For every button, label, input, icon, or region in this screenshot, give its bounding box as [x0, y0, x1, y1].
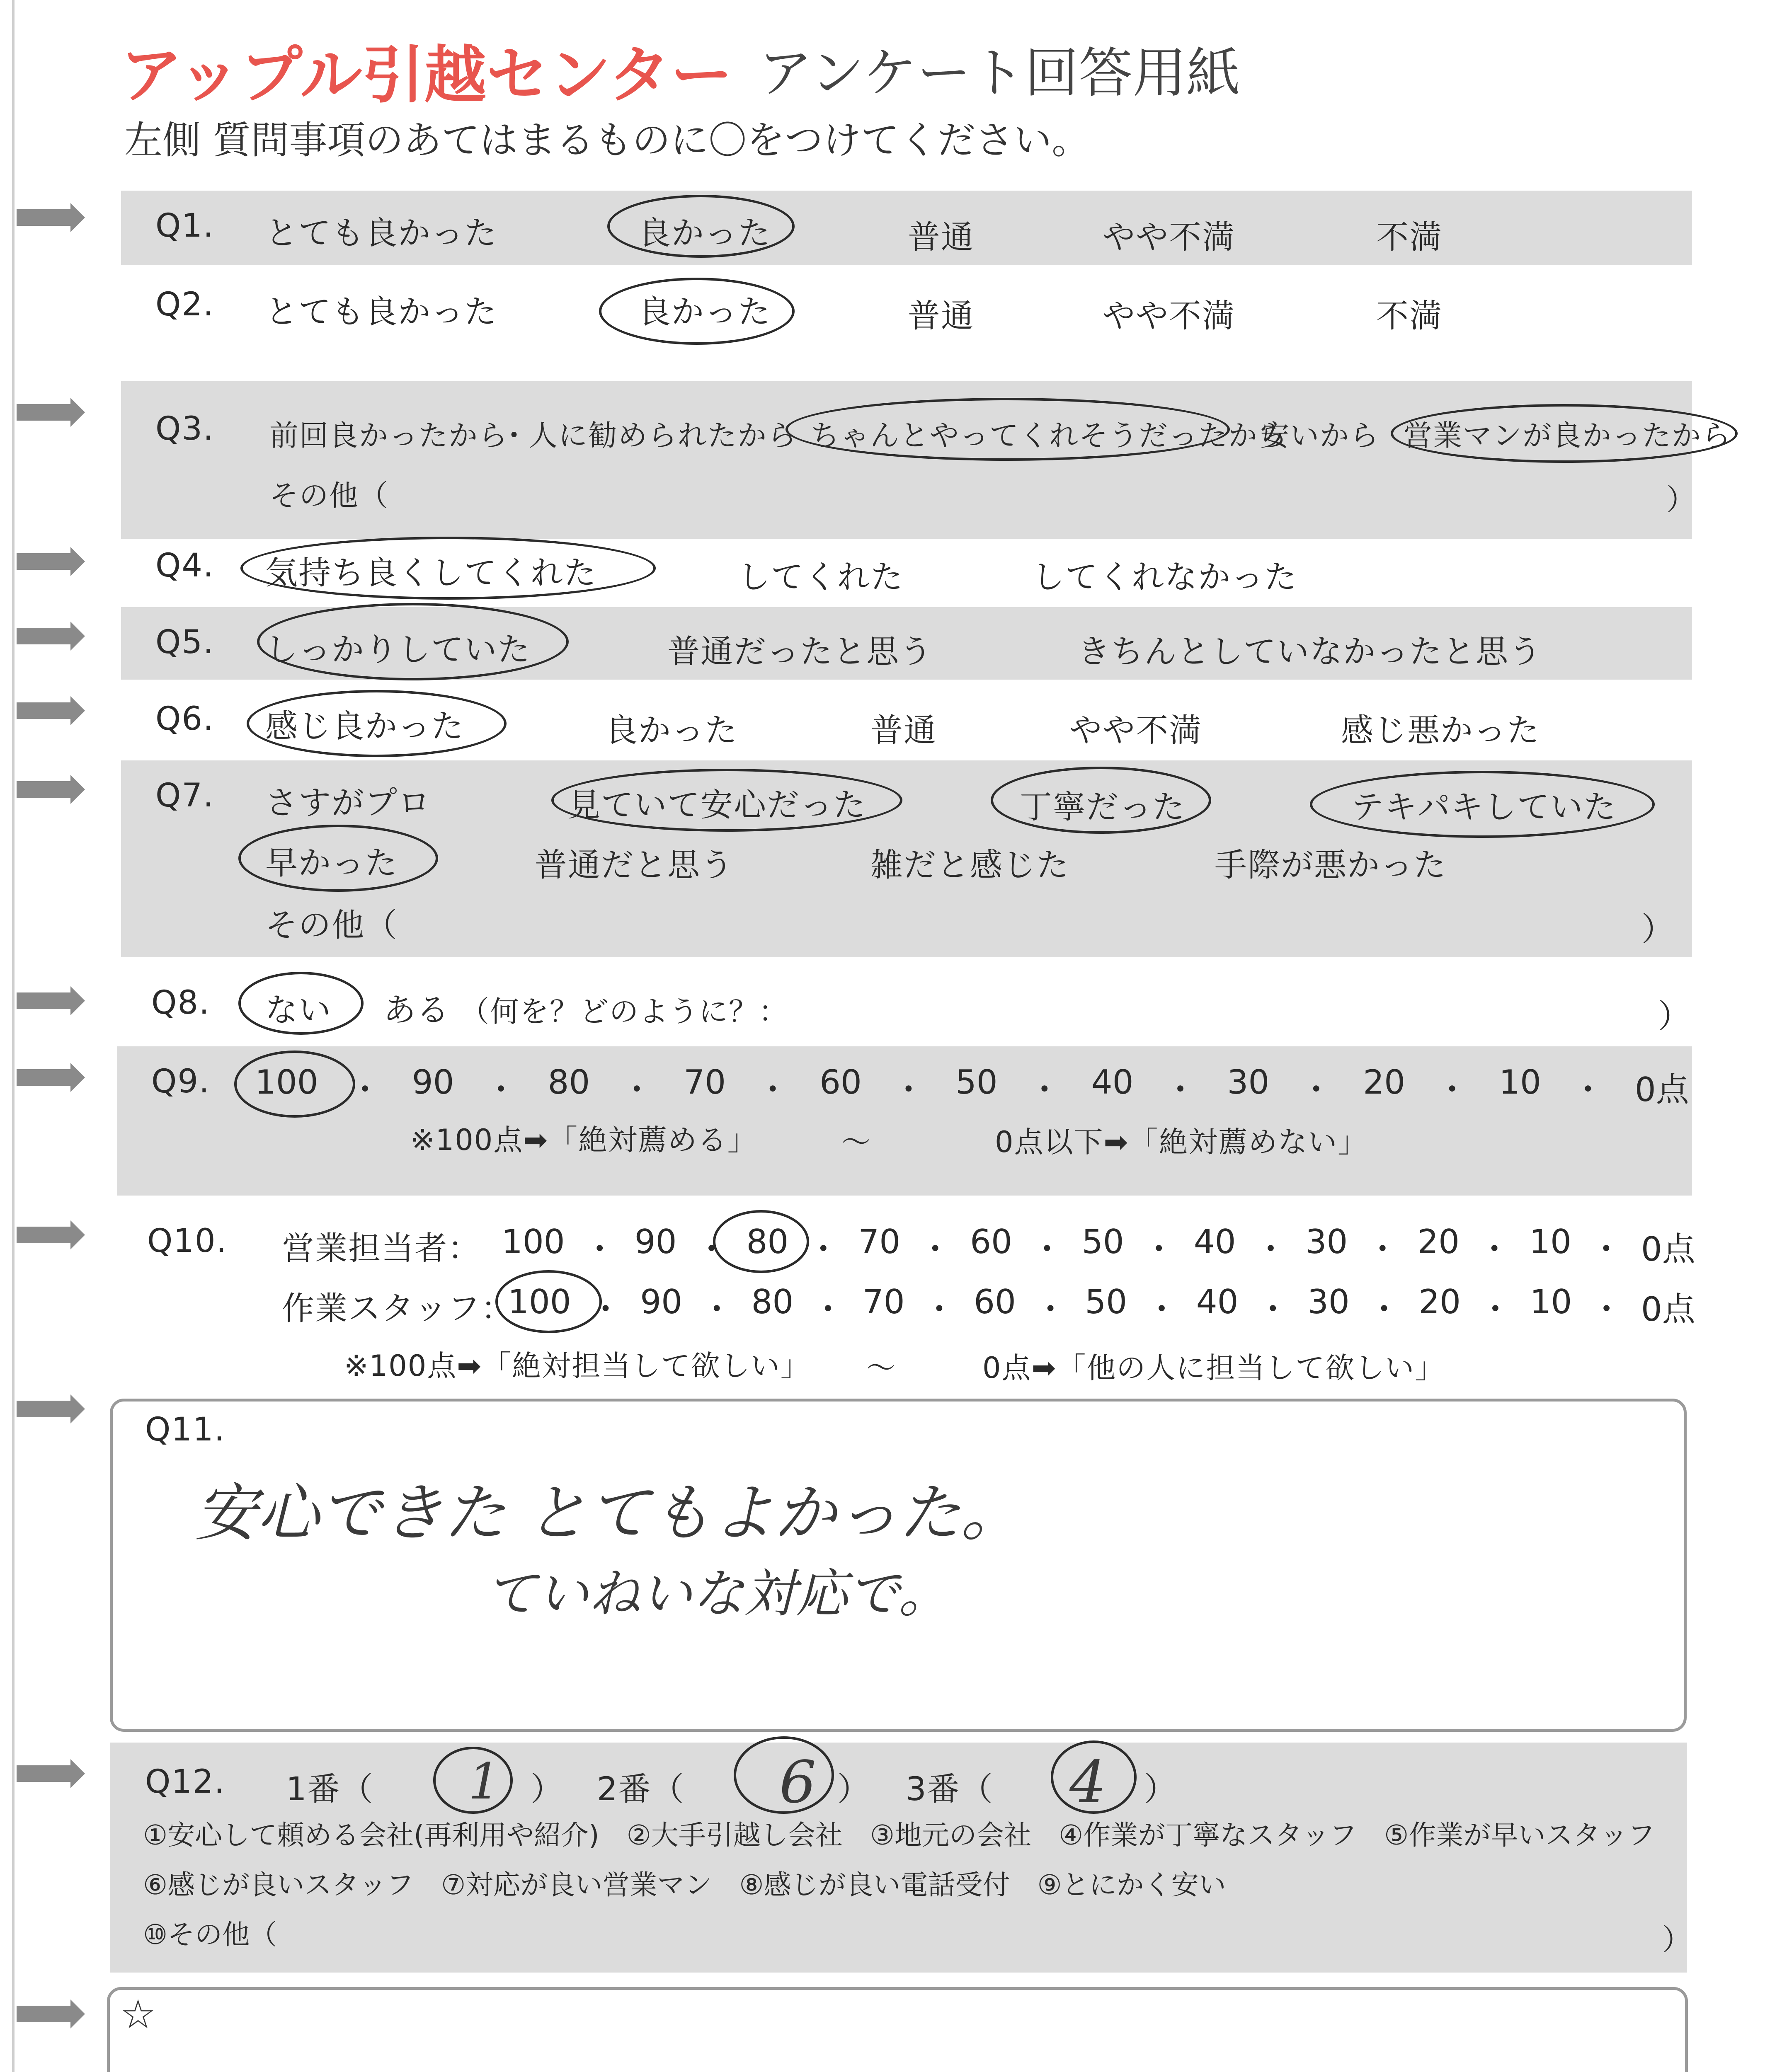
- q10-staff-score[interactable]: 100: [508, 1283, 571, 1321]
- q10-staff-score[interactable]: 40: [1196, 1283, 1239, 1321]
- q6-option-3[interactable]: 普通: [870, 712, 937, 749]
- q12-first-circle: [433, 1747, 513, 1814]
- q10-unit: 点: [1662, 1230, 1695, 1268]
- q9-score[interactable]: 90: [412, 1063, 454, 1101]
- q11-answer-line-2: ていねいな対応で。: [485, 1564, 950, 1624]
- q7-option-4[interactable]: テキパキしていた: [1351, 789, 1617, 826]
- q5-label: Q5.: [155, 624, 214, 661]
- q1-label: Q1.: [155, 207, 214, 244]
- form-title: アンケート回答用紙: [759, 41, 1241, 104]
- q7-option-3[interactable]: 丁寧だった: [1020, 789, 1186, 826]
- q7-other-close: ）: [1641, 911, 1675, 948]
- q9-selection-circle: [234, 1051, 355, 1118]
- q2-option-1[interactable]: とても良かった: [265, 293, 498, 331]
- q2-selection-circle: [599, 278, 795, 345]
- q7-selection-circle-3: [1310, 771, 1655, 838]
- q1-option-5[interactable]: 不満: [1376, 219, 1443, 256]
- q3-label: Q3.: [155, 410, 214, 448]
- q4-label: Q4.: [155, 547, 214, 584]
- q10-sales-label: 営業担当者：: [282, 1230, 481, 1267]
- q10-sales-score[interactable]: 30: [1305, 1222, 1348, 1261]
- q3-option-4[interactable]: 安いから: [1260, 419, 1380, 453]
- q3-selection-circle-1: [786, 398, 1230, 461]
- star-icon: ☆: [120, 1991, 156, 2038]
- q9-tilde: 〜: [841, 1125, 871, 1159]
- q9-score[interactable]: 80: [548, 1063, 590, 1101]
- q2-option-2[interactable]: 良かった: [638, 293, 771, 331]
- q9-score[interactable]: 10: [1499, 1063, 1541, 1101]
- q9-note-left: ※100点➡「絶対薦める」: [410, 1123, 757, 1157]
- q10-tilde: 〜: [866, 1351, 896, 1385]
- q3-selection-circle-2: [1391, 404, 1738, 463]
- q6-option-4[interactable]: やや不満: [1069, 712, 1203, 749]
- brand-title: アップル引越センター: [120, 39, 733, 111]
- q3-option-5[interactable]: 営業マンが良かったから: [1403, 419, 1731, 453]
- q9-score[interactable]: 70: [684, 1063, 726, 1101]
- q6-option-2[interactable]: 良かった: [605, 712, 738, 749]
- q12-second-close: ）: [837, 1771, 871, 1808]
- q3-option-3[interactable]: ちゃんとやってくれそうだったから: [810, 419, 1288, 453]
- q10-sales-score[interactable]: 90: [634, 1222, 677, 1261]
- instruction-text: 左側 質問事項のあてはまるものに〇をつけてください。: [124, 118, 1090, 162]
- q9-score[interactable]: 60: [819, 1063, 862, 1101]
- q12-third-close: ）: [1144, 1771, 1178, 1808]
- q9-note-right: 0点以下➡「絶対薦めない」: [995, 1125, 1368, 1159]
- q10-staff-score[interactable]: 70: [862, 1283, 905, 1321]
- q4-option-2[interactable]: してくれた: [738, 559, 904, 596]
- q8-prompt: （何を？どのように？：: [460, 995, 788, 1029]
- q9-score[interactable]: 20: [1363, 1063, 1406, 1101]
- q7-selection-circle-4: [238, 825, 438, 892]
- q9-score[interactable]: 50: [955, 1063, 998, 1101]
- q9-unit: 点: [1656, 1070, 1689, 1109]
- q6-option-5[interactable]: 感じ悪かった: [1341, 712, 1540, 749]
- q10-sales-score[interactable]: 80: [746, 1222, 789, 1261]
- q4-option-1[interactable]: 気持ち良くしてくれた: [265, 554, 597, 592]
- q10-sales-score[interactable]: 100: [502, 1222, 565, 1261]
- margin-arrows: [8, 0, 91, 2072]
- q12-third-value[interactable]: 4: [1069, 1749, 1107, 1816]
- q6-label: Q6.: [155, 700, 214, 738]
- q9-score[interactable]: 100: [255, 1063, 318, 1101]
- q10-sales-score[interactable]: 40: [1193, 1222, 1236, 1261]
- q10-staff-label: 作業スタッフ：: [282, 1290, 514, 1327]
- q2-option-5[interactable]: 不満: [1376, 298, 1443, 335]
- q10-sales-score[interactable]: 0: [1641, 1230, 1662, 1268]
- q3-option-2[interactable]: 人に勧められたから: [529, 419, 797, 453]
- q10-staff-score[interactable]: 30: [1307, 1283, 1350, 1321]
- q2-option-4[interactable]: やや不満: [1103, 298, 1236, 335]
- q4-option-3[interactable]: してくれなかった: [1032, 559, 1298, 596]
- q10-staff-score[interactable]: 0: [1641, 1290, 1662, 1329]
- q10-staff-score[interactable]: 50: [1085, 1283, 1127, 1321]
- q5-selection-circle: [257, 603, 569, 680]
- q10-sales-selection-circle: [713, 1210, 809, 1273]
- q12-third-label: 3番（: [906, 1771, 994, 1808]
- q7-option-2[interactable]: 見ていて安心だった: [568, 787, 867, 824]
- q2-label: Q2.: [155, 286, 214, 323]
- q1-option-2[interactable]: 良かった: [638, 215, 771, 252]
- q12-second-label: 2番（: [597, 1771, 685, 1808]
- q4-selection-circle: [240, 537, 656, 600]
- q12-choices-close: ）: [1662, 1923, 1692, 1957]
- q12-second-circle: [734, 1736, 834, 1814]
- q8-option-some[interactable]: ある: [383, 992, 450, 1029]
- q7-selection-circle-1: [551, 769, 902, 832]
- q7-option-6[interactable]: 普通だと思う: [535, 847, 734, 884]
- q9-score[interactable]: 0: [1634, 1070, 1656, 1109]
- q1-selection-circle: [607, 195, 795, 258]
- q6-option-1[interactable]: 感じ良かった: [265, 708, 465, 745]
- q10-sales-score[interactable]: 50: [1081, 1222, 1124, 1261]
- q8-label: Q8.: [151, 984, 210, 1021]
- q3-sep-1: ・: [499, 419, 529, 453]
- q10-staff-selection-circle: [495, 1270, 602, 1333]
- q7-option-5[interactable]: 早かった: [265, 845, 398, 882]
- q7-option-8[interactable]: 手際が悪かった: [1215, 847, 1447, 884]
- q10-staff-score[interactable]: 90: [640, 1283, 682, 1321]
- q10-label: Q10.: [147, 1222, 228, 1260]
- q10-staff-score[interactable]: 10: [1530, 1283, 1572, 1321]
- q11-answer-line-1: 安心できた とてもよかった。: [195, 1477, 1023, 1549]
- q7-label: Q7.: [155, 777, 214, 814]
- q10-note-left: ※100点➡「絶対担当して欲しい」: [344, 1349, 810, 1383]
- q12-first-close: ）: [531, 1771, 564, 1808]
- q1-option-3[interactable]: 普通: [908, 219, 975, 256]
- q7-selection-circle-2: [991, 767, 1211, 834]
- q12-choices-line-1: ①安心して頼める会社(再利用や紹介) ②大手引越し会社 ③地元の会社 ④作業が丁寧なスタッフ ⑤作業が早いスタッフ: [143, 1819, 1655, 1851]
- q10-staff-score[interactable]: 80: [751, 1283, 794, 1321]
- q12-second-value[interactable]: 6: [779, 1749, 817, 1816]
- q12-choices-line-3[interactable]: ⑩その他（: [143, 1919, 277, 1951]
- q3-other[interactable]: その他（: [269, 479, 389, 513]
- q3-other-close: ）: [1666, 483, 1696, 517]
- q7-option-7[interactable]: 雑だと感じた: [870, 847, 1070, 884]
- q10-staff-scale: 100 ・ 90 ・ 80 ・ 70 ・ 60 ・ 50 ・ 40 ・ 30 ・ 20 ・ 10 ・ 0点: [508, 1283, 1695, 1329]
- q12-label: Q12.: [145, 1763, 225, 1801]
- q7-option-1[interactable]: さすがプロ: [265, 784, 432, 822]
- q9-score[interactable]: 30: [1227, 1063, 1270, 1101]
- q10-sales-scale: 100 ・ 90 ・ 80 ・ 70 ・ 60 ・ 50 ・ 40 ・ 30 ・ 20 ・ 10 ・ 0点: [502, 1222, 1695, 1268]
- q6-selection-circle: [247, 690, 507, 757]
- q10-unit: 点: [1662, 1290, 1695, 1329]
- q9-score[interactable]: 40: [1091, 1063, 1134, 1101]
- q9-scale: 100 ・ 90 ・ 80 ・ 70 ・ 60 ・ 50 ・ 40 ・ 30 ・ 20 ・ 10 ・ 0点: [255, 1063, 1689, 1109]
- q3-option-1[interactable]: 前回良かったから: [269, 419, 508, 453]
- q10-staff-score[interactable]: 60: [974, 1283, 1016, 1321]
- q10-sales-score[interactable]: 70: [858, 1222, 901, 1261]
- q9-label: Q9.: [151, 1063, 210, 1100]
- q8-option-none[interactable]: ない: [265, 992, 332, 1029]
- q10-sales-score[interactable]: 60: [970, 1222, 1012, 1261]
- q12-first-label: 1番（: [286, 1771, 374, 1808]
- q10-sales-score[interactable]: 20: [1417, 1222, 1460, 1261]
- q5-option-2[interactable]: 普通だったと思う: [667, 633, 933, 670]
- q7-other[interactable]: その他（: [265, 907, 398, 944]
- q8-selection-circle: [238, 972, 364, 1035]
- q12-first-value[interactable]: 1: [468, 1753, 500, 1811]
- comment-box[interactable]: [107, 1987, 1688, 2072]
- q10-sales-score[interactable]: 10: [1529, 1222, 1571, 1261]
- q8-close: ）: [1658, 998, 1692, 1035]
- q10-note-right: 0点➡「他の人に担当して欲しい」: [982, 1351, 1445, 1385]
- q1-option-1[interactable]: とても良かった: [265, 215, 498, 252]
- q10-staff-score[interactable]: 20: [1418, 1283, 1461, 1321]
- q12-choices-line-2: ⑥感じが良いスタッフ ⑦対応が良い営業マン ⑧感じが良い電話受付 ⑨とにかく安い: [143, 1869, 1226, 1901]
- q5-option-3[interactable]: きちんとしていなかったと思う: [1078, 633, 1542, 670]
- q12-third-circle: [1051, 1740, 1137, 1814]
- q5-option-1[interactable]: しっかりしていた: [265, 631, 531, 668]
- q2-option-3[interactable]: 普通: [908, 298, 975, 335]
- q11-label: Q11.: [145, 1411, 225, 1448]
- q1-option-4[interactable]: やや不満: [1103, 219, 1236, 256]
